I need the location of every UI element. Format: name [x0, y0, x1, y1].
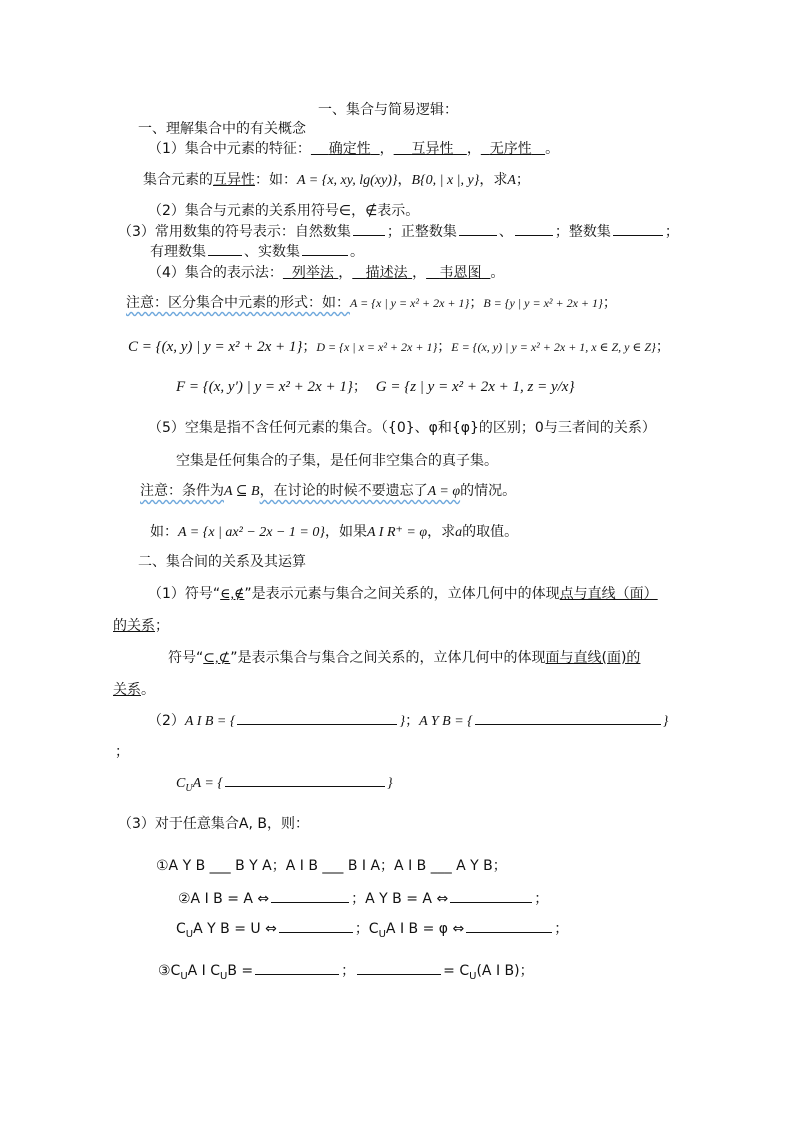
text: 注意：区分集合中元素的形式：如：	[126, 295, 350, 311]
text: 有理数集	[150, 244, 206, 260]
blank	[302, 241, 348, 256]
formula: C	[176, 776, 186, 791]
formula: U	[185, 782, 193, 794]
text: ，	[397, 172, 412, 188]
text: A I C	[187, 963, 221, 979]
text: ；	[515, 172, 530, 188]
formula: A	[507, 173, 516, 188]
text: U	[220, 970, 228, 982]
representation-line: （4）集合的表示法： 列举法 ， 描述法 ， 韦恩图 。	[148, 265, 505, 281]
formula: F = {(x, y′) | y = x² + 2x + 1}	[176, 379, 353, 395]
property-3	[158, 960, 534, 987]
text: C	[176, 921, 186, 937]
text: ；	[341, 963, 356, 979]
text: ②A I B = A ⇔	[178, 891, 270, 907]
symbol-set-line	[168, 648, 640, 669]
text: 无序性	[489, 141, 532, 157]
text: U	[180, 970, 188, 982]
symbol: ⊂,⊄	[203, 651, 231, 666]
answer: 点与直线（面）	[559, 586, 658, 602]
answer-determinacy	[311, 141, 380, 157]
formula: a	[455, 525, 463, 540]
text: 列举法	[291, 265, 334, 281]
symbol-element-line-cont	[113, 616, 169, 636]
text: 注意：条件为	[140, 483, 224, 499]
text: 集合元素的	[143, 172, 213, 188]
section-2-heading: 二、集合间的关系及其运算	[138, 554, 306, 570]
formula: A = {	[192, 776, 223, 791]
text: 互异性	[213, 172, 255, 188]
text: B =	[227, 963, 254, 979]
section-1-heading: 一、理解集合中的有关概念	[138, 121, 306, 137]
text: U	[378, 928, 386, 940]
blank	[255, 960, 339, 975]
formula: A = {x | ax² − 2x − 1 = 0}	[178, 525, 325, 540]
text: 。	[490, 265, 505, 281]
formula: }	[662, 714, 669, 729]
property-2	[178, 888, 548, 909]
example-a-line	[150, 522, 518, 543]
text: 韦恩图	[439, 265, 482, 281]
symbol-element-line	[148, 584, 658, 605]
blank	[237, 710, 397, 725]
text: 。	[545, 141, 560, 157]
element-features-line: （1）集合中元素的特征： 确定性 ， 互异性 ， 无序性 。	[148, 141, 560, 157]
answer: 面与直线(面)的	[545, 650, 641, 666]
number-sets-line-2	[150, 241, 364, 262]
text: （4）集合的表示法：	[148, 265, 283, 281]
operations-line-cont: ；	[115, 744, 129, 760]
answer: 关系	[113, 682, 141, 698]
number-sets-line	[118, 221, 679, 242]
text: 。	[141, 682, 155, 698]
symbol-set-line-cont	[113, 680, 155, 700]
text: ：如：	[255, 172, 297, 188]
blank	[613, 221, 663, 236]
text: ；	[664, 224, 679, 240]
text: A I B = φ ⇔	[385, 921, 465, 937]
text: ；	[405, 713, 420, 729]
formula: A = φ	[427, 484, 461, 499]
answer-venn	[426, 265, 490, 281]
text: ③C	[158, 963, 181, 979]
element-relation-line: （2）集合与元素的关系用符号∈，∉表示。	[148, 203, 420, 219]
formula: B = {y | y = x² + 2x + 1}	[483, 296, 603, 310]
complement-line	[176, 772, 393, 799]
blank	[475, 710, 661, 725]
text: A Y B = U ⇔	[193, 921, 277, 937]
text: U	[469, 970, 477, 982]
set-forms-line-2: C = {(x, y) | y = x² + 2x + 1}；D = {x | x = x² + 2x + 1}；E = {(x, y) | y = x² + 2x + 1, x ∈ Z, y ∈ Z}；	[128, 339, 670, 355]
text: 的情况。	[460, 483, 517, 499]
formula: }	[386, 776, 393, 791]
property-1: ①A Y B ___ B Y A；A I B ___ B I A；A I B ___ A Y B；	[156, 858, 507, 874]
blank	[466, 918, 552, 933]
formula: A = {x | y = x² + 2x + 1}	[350, 296, 470, 310]
formula: D = {x | x = x² + 2x + 1}	[316, 340, 438, 354]
note-condition-line	[140, 481, 516, 502]
text: 、	[498, 224, 513, 240]
any-sets-line: （3）对于任意集合A, B，则：	[118, 816, 309, 832]
blank	[208, 241, 242, 256]
text: ；正整数集	[386, 224, 457, 240]
formula: A ⊆ B	[224, 484, 260, 499]
text: ；	[554, 921, 569, 937]
blank	[515, 221, 553, 236]
text: 如：	[150, 524, 178, 540]
text: ，如果	[324, 524, 367, 540]
text: （1）集合中元素的特征：	[148, 141, 311, 157]
formula: A Y B = {	[419, 714, 473, 729]
text: 符号“	[168, 650, 204, 666]
text: 、实数集	[244, 244, 300, 260]
text: ，在讨论的时候不要遗忘了	[259, 483, 428, 499]
text: ；C	[354, 921, 379, 937]
text: （2）	[148, 713, 185, 729]
blank	[271, 888, 349, 903]
formula: C = {(x, y) | y = x² + 2x + 1}	[128, 339, 303, 355]
note-forms-line: 注意：区分集合中元素的形式：如：A = {x | y = x² + 2x + 1}；B = {y | y = x² + 2x + 1}；	[126, 295, 617, 311]
blank	[225, 772, 385, 787]
formula: A I B = {	[184, 714, 236, 729]
text: ”是表示集合与集合之间关系的，立体几何中的体现	[230, 650, 546, 666]
text: ；整数集	[554, 224, 611, 240]
empty-set-definition: （5）空集是指不含任何元素的集合。（{0}、φ和{φ}的区别；0与三者间的关系）	[148, 420, 656, 436]
formula: A I R⁺ = φ	[366, 525, 428, 540]
operations-line	[148, 710, 668, 732]
formula: E = {(x, y) | y = x² + 2x + 1, x ∈ Z, y ∈ Z}	[451, 340, 656, 354]
text: 。	[350, 244, 364, 260]
blank	[459, 221, 497, 236]
text: ；	[155, 618, 169, 634]
formula: A = {x, xy, lg(xy)}	[297, 173, 398, 188]
answer-unorderedness	[481, 141, 545, 157]
text: 的取值。	[462, 524, 519, 540]
formula: }	[399, 714, 406, 729]
text: ；A Y B = A ⇔	[351, 891, 449, 907]
text: = C	[443, 963, 470, 979]
property-2b	[176, 918, 568, 945]
symbol: ∈,∉	[220, 587, 245, 602]
text: ；	[534, 891, 549, 907]
text: U	[185, 928, 194, 940]
text: 确定性	[328, 141, 371, 157]
set-forms-line-3: F = {(x, y′) | y = x² + 2x + 1}； G = {z | y = x² + 2x + 1, z = y/x}	[176, 379, 575, 395]
text: （1）符号“	[148, 586, 221, 602]
text: （3）常用数集的符号表示：自然数集	[118, 224, 351, 240]
distinctness-example	[143, 170, 530, 191]
page-title: 一、集合与简易逻辑：	[318, 102, 458, 118]
answer-enumeration	[283, 265, 338, 281]
formula: G = {z | y = x² + 2x + 1, z = y/x}	[375, 379, 575, 395]
text: 描述法	[365, 265, 408, 281]
empty-set-subset: 空集是任何集合的子集，是任何非空集合的真子集。	[176, 453, 498, 469]
answer-description	[352, 265, 412, 281]
formula: B{0, | x |, y}	[411, 173, 480, 188]
blank	[450, 888, 532, 903]
blank	[353, 221, 385, 236]
answer-distinctness	[394, 141, 467, 157]
text: ，求	[479, 172, 508, 188]
answer: 的关系	[113, 618, 155, 634]
blank	[279, 918, 353, 933]
text: (A I B)；	[476, 963, 534, 979]
blank	[357, 960, 441, 975]
text: ”是表示元素与集合之间关系的，立体几何中的体现	[244, 586, 560, 602]
text: 互异性	[411, 141, 454, 157]
text: ，求	[427, 524, 456, 540]
